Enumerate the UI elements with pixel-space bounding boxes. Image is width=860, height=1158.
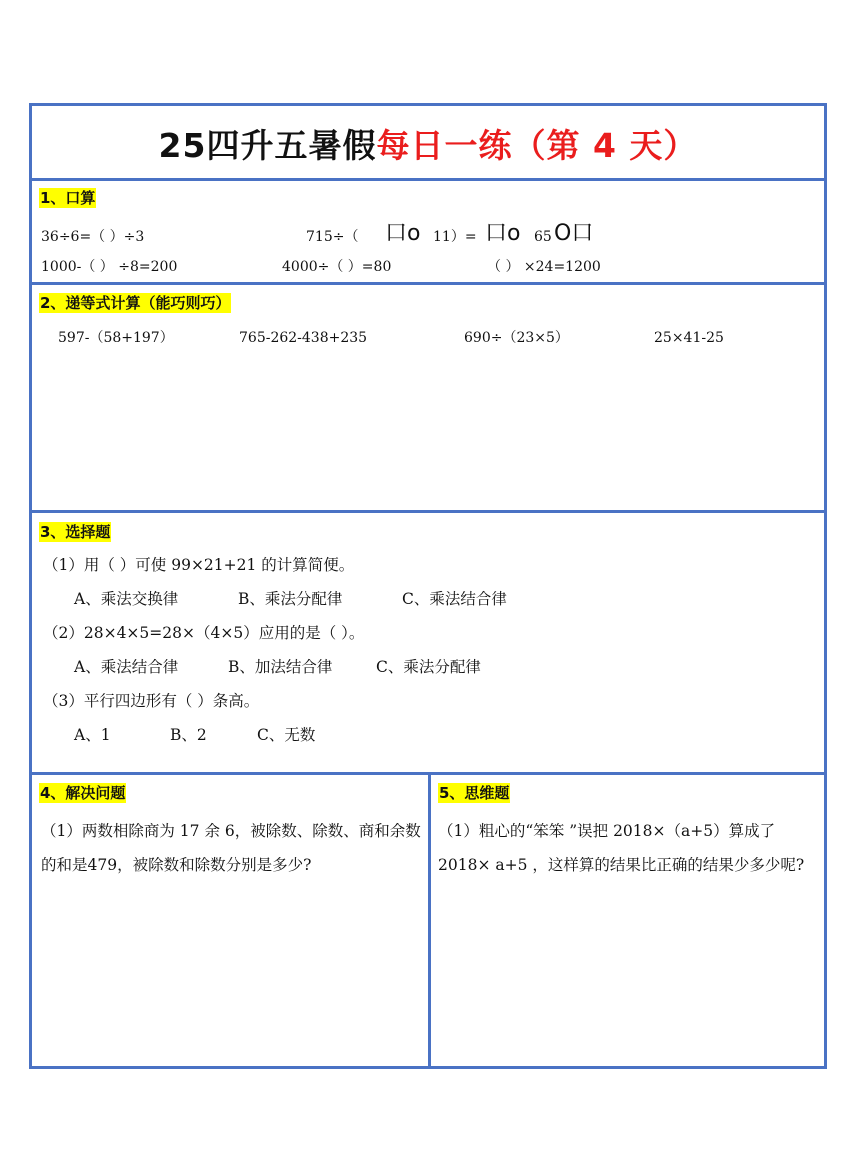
calc-item: 11）= <box>433 229 477 245</box>
page-title <box>32 120 824 167</box>
garbled-glyph: 口o <box>385 221 421 246</box>
expression-item: 597-（58+197） <box>58 330 174 346</box>
expression-item: 690÷（23×5） <box>464 330 569 346</box>
divider <box>32 282 824 285</box>
calc-item: （ ） ×24=1200 <box>487 259 601 275</box>
choice-option: B、2 <box>170 726 207 744</box>
question-text: （3）平行四边形有（ ）条高。 <box>43 692 260 710</box>
calc-item: 1000-（ ） ÷8=200 <box>41 259 178 275</box>
problem-text: （1）两数相除商为 17 余 6，被除数、除数、商和余数的和是479，被除数和除数分别是多少? <box>41 822 421 874</box>
title-red-part: 每日一练（第 4 天） <box>376 126 698 165</box>
choice-option: C、乘法分配律 <box>376 658 481 676</box>
choice-option: C、无数 <box>257 726 316 744</box>
section-4-heading: 4、解决问题 <box>40 784 126 802</box>
calc-item: 36÷6=（ ）÷3 <box>41 229 145 245</box>
section-1-heading: 1、口算 <box>40 189 96 207</box>
garbled-glyph: 口o <box>485 221 521 246</box>
choice-option: A、乘法交换律 <box>74 590 179 608</box>
choice-option: A、乘法结合律 <box>74 658 179 676</box>
title-black-part: 25四升五暑假 <box>158 126 377 165</box>
question-text: （1）用（ ）可使 99×21+21 的计算简便。 <box>43 556 355 574</box>
expression-item: 765-262-438+235 <box>239 330 368 346</box>
expression-item: 25×41-25 <box>654 330 724 346</box>
section-3-heading: 3、选择题 <box>40 523 111 541</box>
problem-text: （1）粗心的“笨笨 ”误把 2018×（a+5）算成了 2018× a+5 ，这样算的结果比正确的结果少多少呢? <box>438 822 805 874</box>
section-5-heading: 5、思维题 <box>439 784 510 802</box>
divider <box>32 178 824 181</box>
calc-item: 4000÷（ ）=80 <box>282 259 392 275</box>
choice-option: B、加法结合律 <box>228 658 333 676</box>
worksheet-table <box>29 103 827 1069</box>
section-2-heading: 2、递等式计算（能巧则巧） <box>40 294 231 312</box>
choice-option: A、1 <box>74 726 111 744</box>
choice-option: B、乘法分配律 <box>238 590 343 608</box>
calc-item: 715÷（ <box>306 229 359 245</box>
divider <box>32 510 824 513</box>
column-divider <box>428 772 431 1069</box>
calc-item: 65 <box>534 229 552 245</box>
question-text: （2）28×4×5=28×（4×5）应用的是（ ）。 <box>43 624 365 642</box>
garbled-glyph: O口 <box>554 221 594 246</box>
choice-option: C、乘法结合律 <box>402 590 507 608</box>
